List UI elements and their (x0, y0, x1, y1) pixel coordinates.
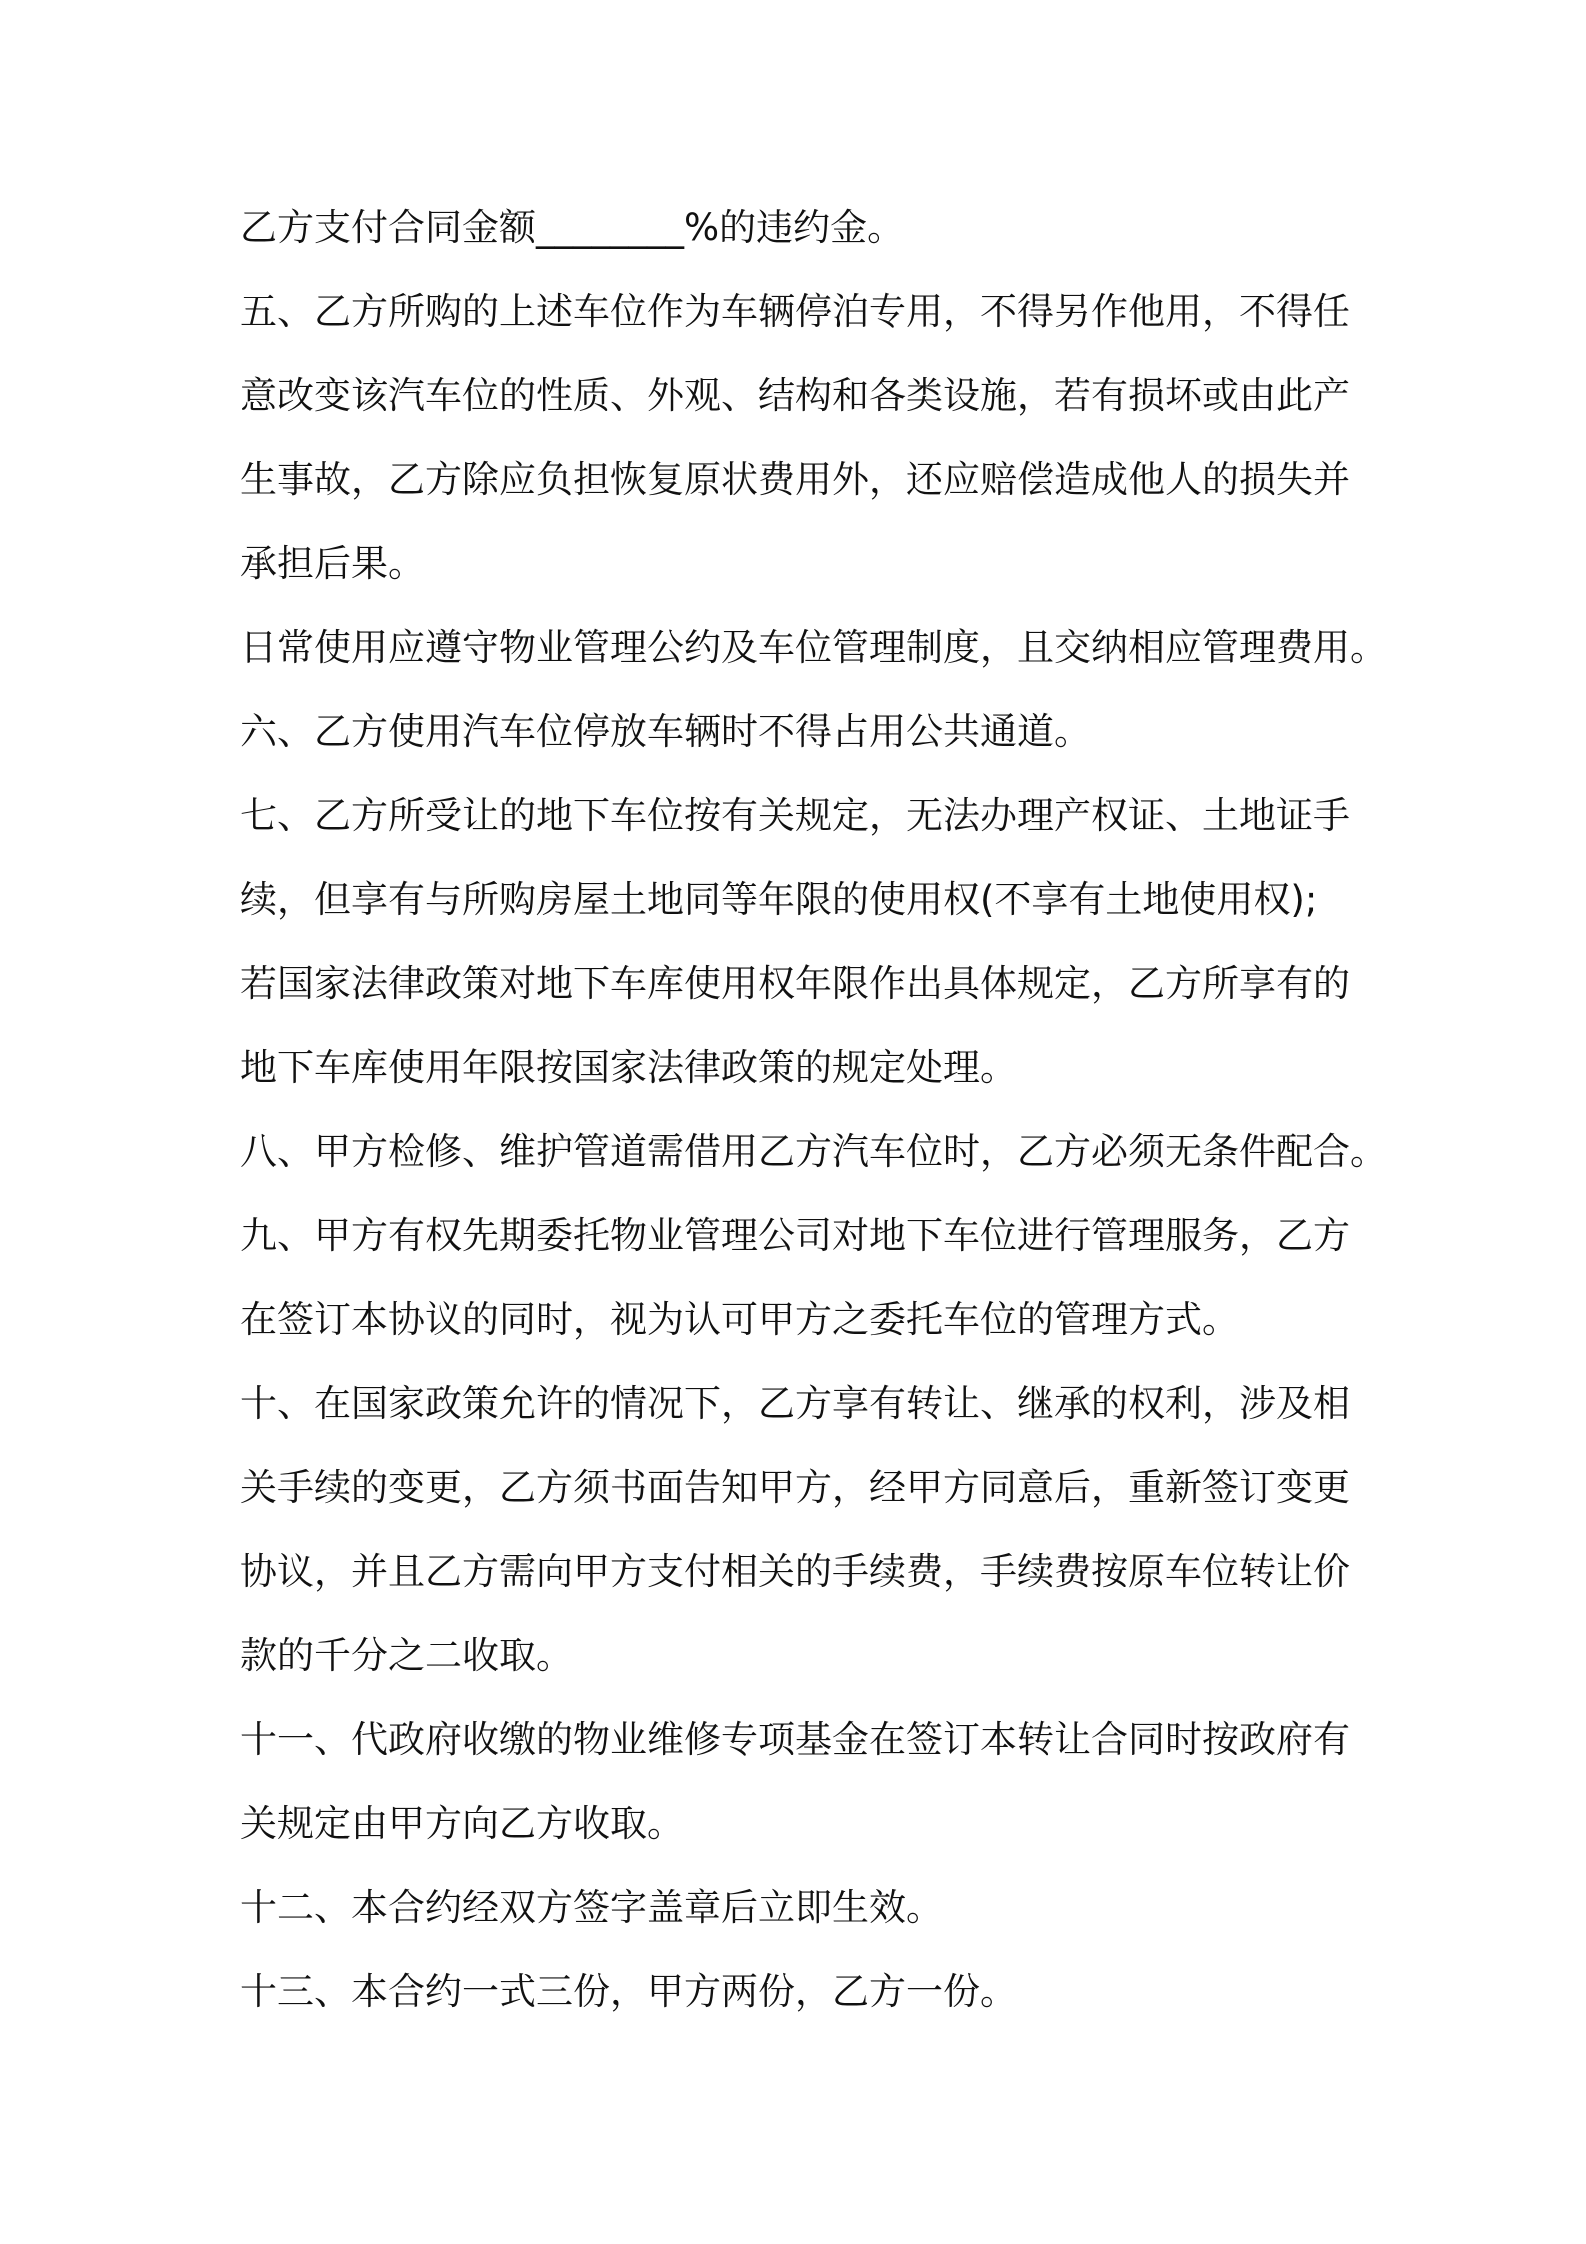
text-line: 八、甲方检修、维护管道需借用乙方汽车位时，乙方必须无条件配合。 (240, 1130, 1387, 1173)
text-line: 若国家法律政策对地下车库使用权年限作出具体规定，乙方所享有的 (240, 962, 1350, 1005)
text-line: 五、乙方所购的上述车位作为车辆停泊专用，不得另作他用，不得任 (240, 290, 1350, 333)
text-line: 乙方支付合同金额________%的违约金。 (240, 206, 905, 249)
text-line: 十一、代政府收缴的物业维修专项基金在签订本转让合同时按政府有 (240, 1718, 1350, 1761)
text-line: 协议，并且乙方需向甲方支付相关的手续费，手续费按原车位转让价 (240, 1550, 1350, 1593)
text-line: 日常使用应遵守物业管理公约及车位管理制度，且交纳相应管理费用。 (240, 626, 1387, 669)
text-line: 续，但享有与所购房屋土地同等年限的使用权(不享有土地使用权); (240, 878, 1318, 921)
text-line: 承担后果。 (240, 542, 425, 585)
text-line: 生事故，乙方除应负担恢复原状费用外，还应赔偿造成他人的损失并 (240, 458, 1350, 501)
text-line: 十、在国家政策允许的情况下，乙方享有转让、继承的权利，涉及相 (240, 1382, 1350, 1425)
text-line: 地下车库使用年限按国家法律政策的规定处理。 (240, 1046, 1017, 1089)
text-line: 关规定由甲方向乙方收取。 (240, 1802, 684, 1845)
text-line: 十三、本合约一式三份，甲方两份，乙方一份。 (240, 1970, 1017, 2013)
text-line: 在签订本协议的同时，视为认可甲方之委托车位的管理方式。 (240, 1298, 1239, 1341)
text-line: 十二、本合约经双方签字盖章后立即生效。 (240, 1886, 943, 1929)
text-line: 款的千分之二收取。 (240, 1634, 573, 1677)
text-line: 意改变该汽车位的性质、外观、结构和各类设施，若有损坏或由此产 (240, 374, 1350, 417)
text-line: 六、乙方使用汽车位停放车辆时不得占用公共通道。 (240, 710, 1091, 753)
text-line: 关手续的变更，乙方须书面告知甲方，经甲方同意后，重新签订变更 (240, 1466, 1350, 1509)
text-line: 九、甲方有权先期委托物业管理公司对地下车位进行管理服务，乙方 (240, 1214, 1350, 1257)
text-line: 七、乙方所受让的地下车位按有关规定，无法办理产权证、土地证手 (240, 794, 1350, 837)
